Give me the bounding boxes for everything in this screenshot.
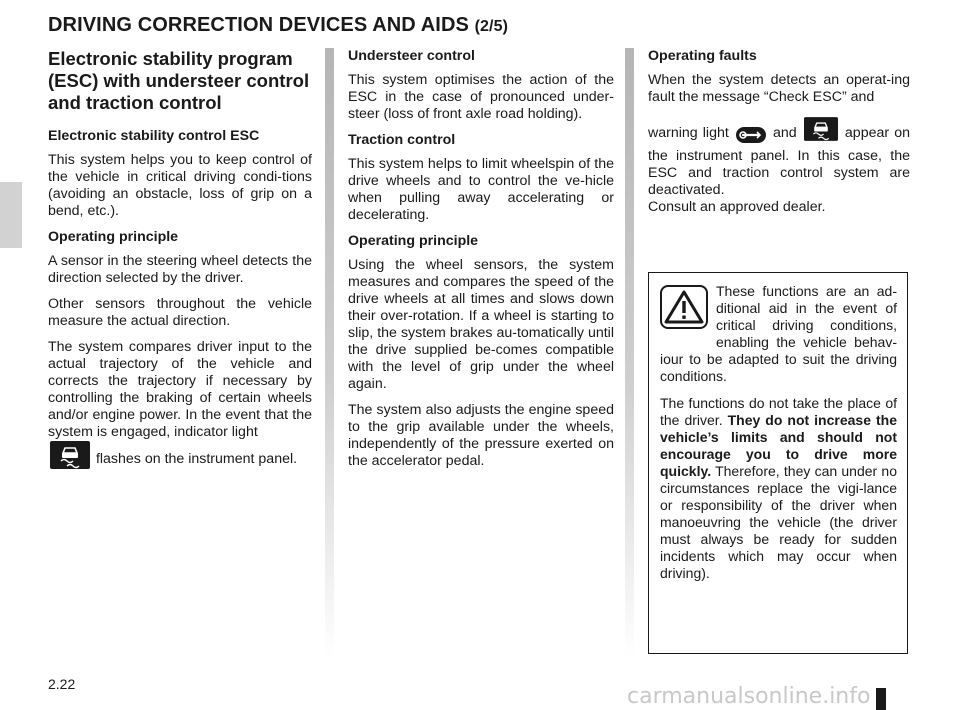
faults-paragraph-2 <box>648 115 910 199</box>
traction-principle-subheading: Operating principle <box>348 233 479 249</box>
column-3 <box>648 48 910 225</box>
principle-paragraph-3-text: The system compares driver input to the actual trajectory of the vehicle and corrects the trajectory if necessary by controlling the braking of certain wheels and/or engine power. In the event that the system is engaged, indicator light <box>48 339 312 440</box>
column-2 <box>348 48 614 479</box>
watermark: carmanualsonline.info <box>627 684 871 709</box>
warning-paragraph-1: These functions are an ad-ditional aid in the event of critical driving conditions, enabling the vehicle behav-iour to be adapted to suit the driving conditions. <box>660 283 897 384</box>
faults-and-text: and <box>773 125 797 141</box>
section-heading: Electronic stability program (ESC) with understeer control and traction control <box>48 48 310 113</box>
warning-paragraph-2-bold: They do not increase the vehicle’s limits and should not encourage you to drive more quickly. <box>660 412 897 479</box>
faults-instrument-text: on the instrument panel. In this case, the ESC and traction control system are deactivated. <box>648 125 910 198</box>
warning-paragraph-2-start: The functions do not take the place of the driver. <box>660 395 897 428</box>
principle-paragraph-3 <box>48 339 312 474</box>
column-divider-2 <box>625 48 634 658</box>
faults-paragraph-1: When the system detects an operat-ing fault the message “Check ESC” and <box>648 72 910 105</box>
esc-skid-car-icon <box>804 115 838 148</box>
esc-subheading: Electronic stability control ESC <box>48 128 260 144</box>
esc-skid-car-icon <box>50 441 90 474</box>
esc-description: This system helps you to keep control of the vehicle in critical driving condi-tions (avoiding an obstacle, loss of grip on a bend, etc.). <box>48 152 312 219</box>
traction-principle-paragraph-2: The system also adjusts the engine speed to the grip available under the wheels, independently of the pressure exerted on the accelerator pedal. <box>348 402 614 469</box>
traction-principle-paragraph-1: Using the wheel sensors, the system measures and compares the speed of the drive wheels at all times and slows down their over-rotation. If a wheel is starting to slip, the system brakes au-tomatically until the drive supplied be-comes compatible with the level of grip under the wheel again. <box>348 257 614 392</box>
warning-box <box>648 272 908 654</box>
section-tab <box>0 182 22 248</box>
faults-appear-text: appear <box>844 125 890 141</box>
faults-paragraph-3: Consult an approved dealer. <box>648 199 826 215</box>
warning-triangle-icon <box>660 285 708 333</box>
warning-paragraph-2 <box>660 395 897 582</box>
faults-subheading: Operating faults <box>648 48 757 64</box>
service-wrench-icon <box>736 127 766 148</box>
column-1 <box>48 48 312 483</box>
understeer-description: This system optimises the action of the ESC in the case of pronounced under-steer (loss of front axle road holding). <box>348 72 614 122</box>
traction-description: This system helps to limit wheelspin of the drive wheels and to control the ve-hicle when pulling away accelerating or decelerating. <box>348 156 614 223</box>
page-part: (2/5) <box>474 18 509 35</box>
principle-paragraph-1: A sensor in the steering wheel detects the direction selected by the driver. <box>48 253 312 286</box>
page-title-text: DRIVING CORRECTION DEVICES AND AIDS <box>48 14 469 36</box>
page-number: 2.22 <box>48 676 76 692</box>
principle-paragraph-3-end: flashes on the instrument panel. <box>95 451 298 467</box>
principle-subheading: Operating principle <box>48 229 179 245</box>
column-divider-1 <box>325 48 334 658</box>
page-title <box>48 14 508 37</box>
faults-warning-light-text: warning light <box>648 125 729 141</box>
warning-paragraph-2-end: Therefore, they can under no circumstances replace the vigi-lance or responsibility of the driver when manoeuvring the vehicle (the driver must always be ready for sudden incidents which may occur when driving). <box>660 463 897 581</box>
page-corner-mark <box>876 688 886 710</box>
traction-subheading: Traction control <box>348 132 456 148</box>
understeer-subheading: Understeer control <box>348 48 475 64</box>
principle-paragraph-2: Other sensors throughout the vehicle measure the actual direction. <box>48 296 312 329</box>
